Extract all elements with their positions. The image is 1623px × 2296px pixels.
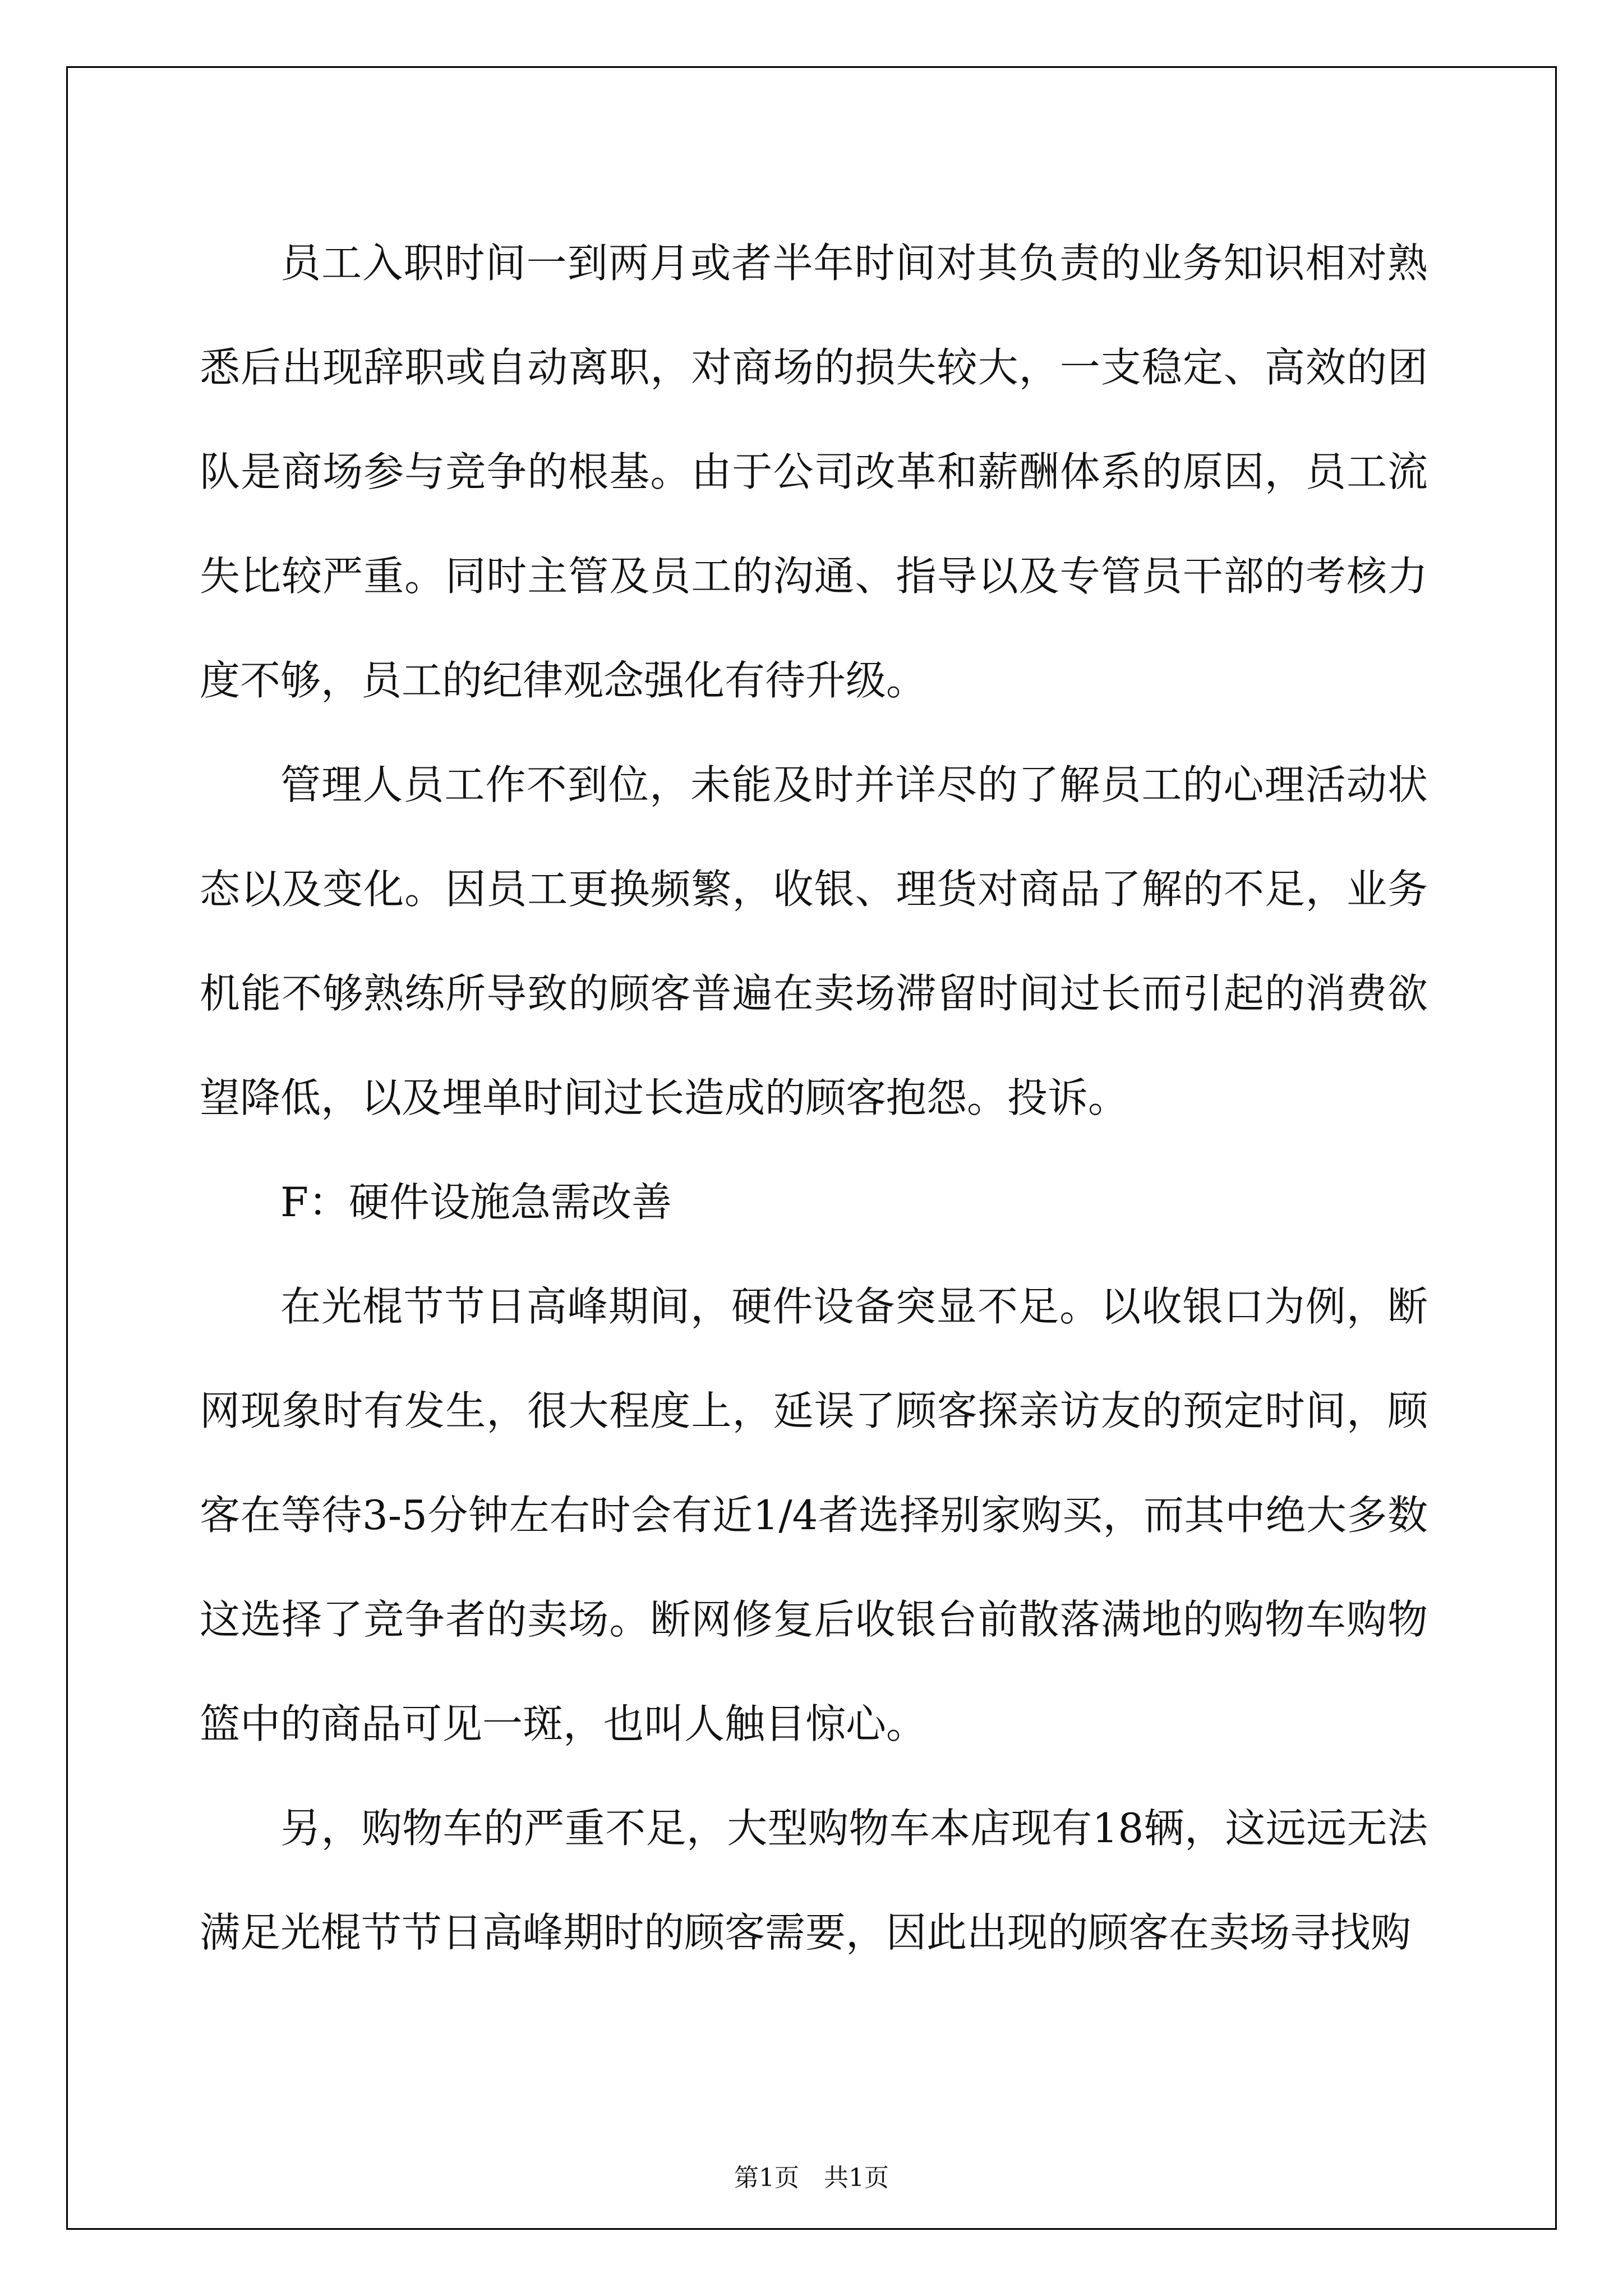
paragraph-staff-turnover: 员工入职时间一到两月或者半年时间对其负责的业务知识相对熟悉后出现辞职或自动离职，对商场的损失较大，一支稳定、高效的团队是商场参与竞争的根基。由于公司改革和薪酬体系的原因，员工流失比较严重。同时主管及员工的沟通、指导以及专管员干部的考核力度不够，员工的纪律观念强化有待升级。 xyxy=(200,240,1428,704)
page-number-footer: 第1页 共1页 xyxy=(734,2164,889,2192)
document-body xyxy=(200,211,1428,1985)
section-heading-hardware: F：硬件设施急需改善 xyxy=(280,1179,672,1226)
paragraph-management: 管理人员工作不到位，未能及时并详尽的了解员工的心理活动状态以及变化。因员工更换频繁，收银、理货对商品了解的不足，业务机能不够熟练所导致的顾客普遍在卖场滞留时间过长而引起的消费欲望降低，以及埋单时间过长造成的顾客抱怨。投诉。 xyxy=(200,761,1428,1121)
paragraph-network-outage: 在光棍节节日高峰期间，硬件设备突显不足。以收银口为例，断网现象时有发生，很大程度上，延误了顾客探亲访友的预定时间，顾客在等待3-5分钟左右时会有近1/4者选择别家购买，而其中绝大多数这选择了竞争者的卖场。断网修复后收银台前散落满地的购物车购物篮中的商品可见一斑，也叫人触目惊心。 xyxy=(200,1283,1428,1747)
paragraph-shopping-carts: 另，购物车的严重不足，大型购物车本店现有18辆，这远远无法满足光棍节节日高峰期时的顾客需要，因此出现的顾客在卖场寻找购 xyxy=(200,1805,1428,1956)
